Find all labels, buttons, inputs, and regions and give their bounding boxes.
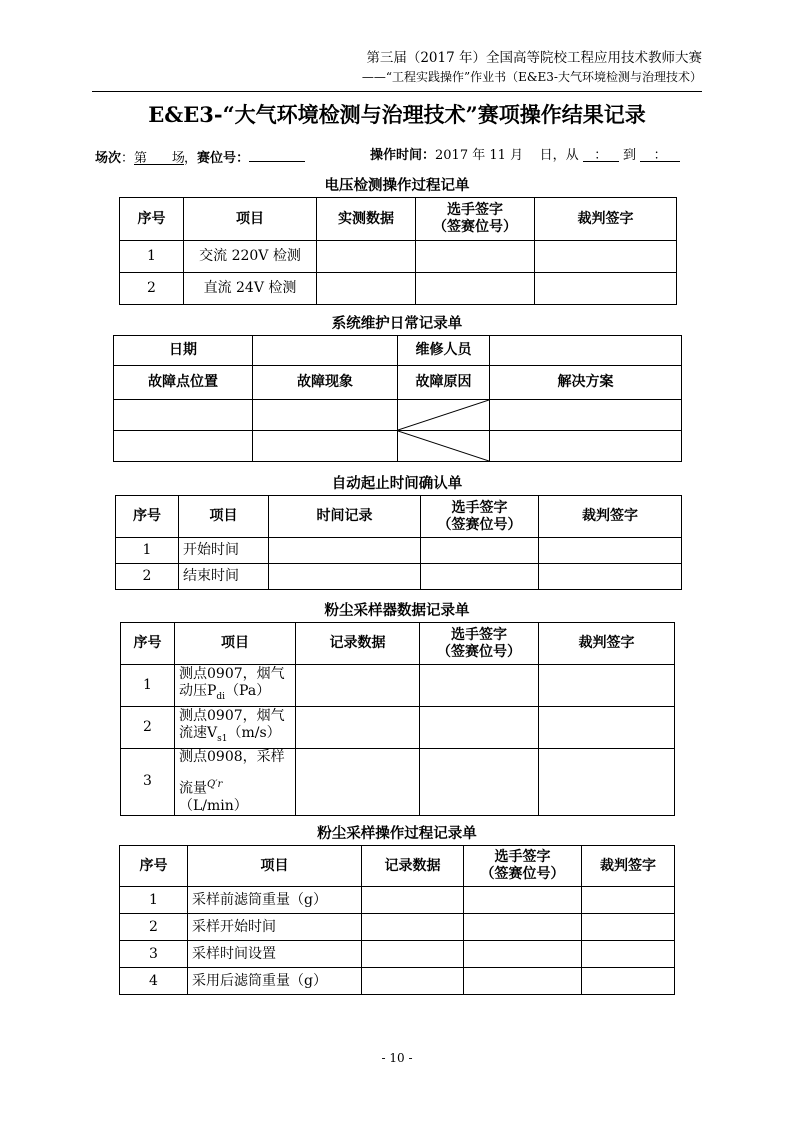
table-row: 2 直流 24V 检测	[120, 273, 677, 305]
col-item: 项目	[175, 623, 296, 665]
session-info: 场次：第 场，赛位号：	[95, 147, 305, 167]
session-label: 场次	[95, 151, 122, 166]
col-measured: 实测数据	[317, 198, 416, 241]
input-cell[interactable]	[464, 914, 582, 941]
date-input[interactable]	[253, 336, 398, 366]
table-row	[114, 431, 682, 462]
input-cell[interactable]	[539, 665, 675, 707]
col-time-record: 时间记录	[269, 496, 421, 538]
input-cell[interactable]	[582, 887, 675, 914]
input-cell[interactable]	[317, 241, 416, 273]
table-row: 1 交流 220V 检测	[120, 241, 677, 273]
input-cell[interactable]	[539, 707, 675, 749]
col-no: 序号	[120, 198, 184, 241]
maintenance-table-caption: 系统维护日常记录单	[331, 315, 463, 332]
table-row: 2 结束时间	[116, 564, 682, 590]
auto-time-table	[115, 495, 682, 590]
input-cell[interactable]	[362, 968, 464, 995]
item-cell: 测点0908，采样 流量$^{Q'r}$（L/min）	[175, 749, 296, 816]
input-cell[interactable]	[269, 538, 421, 564]
date-label: 日期	[114, 336, 253, 366]
table-row	[114, 400, 682, 431]
input-cell[interactable]	[420, 707, 539, 749]
person-input[interactable]	[490, 336, 682, 366]
col-item: 项目	[184, 198, 317, 241]
col-contestant-sign: 选手签字 （签赛位号）	[464, 846, 582, 887]
input-cell[interactable]	[296, 749, 420, 816]
input-cell[interactable]	[421, 538, 539, 564]
input-cell[interactable]	[420, 749, 539, 816]
col-judge-sign: 裁判签字	[539, 623, 675, 665]
col-fault-cause: 故障原因	[398, 366, 490, 400]
header-line-2: ——“工程实践操作”作业书（E&E3-大气环境检测与治理技术）	[361, 70, 702, 84]
input-cell[interactable]	[535, 273, 677, 305]
input-cell[interactable]	[362, 887, 464, 914]
session-blank[interactable]: 第 场	[134, 151, 185, 166]
input-cell[interactable]	[535, 241, 677, 273]
col-solution: 解决方案	[490, 366, 682, 400]
input-cell[interactable]	[539, 538, 682, 564]
input-cell[interactable]	[464, 887, 582, 914]
header-line-1: 第三届（2017 年）全国高等院校工程应用技术教师大赛	[366, 50, 702, 66]
input-cell[interactable]	[490, 431, 682, 462]
input-cell[interactable]	[253, 400, 398, 431]
input-cell[interactable]	[416, 273, 535, 305]
seat-label: 赛位号	[197, 151, 237, 166]
table-row: 1 测点0907，烟气 动压$P_{di}(Pa)$	[121, 665, 675, 707]
input-cell[interactable]	[421, 564, 539, 590]
col-judge-sign: 裁判签字	[582, 846, 675, 887]
input-cell[interactable]	[114, 431, 253, 462]
col-record-data: 记录数据	[296, 623, 420, 665]
col-contestant-sign: 选手签字 （签赛位号）	[420, 623, 539, 665]
table-row: 1 采样前滤筒重量（g）	[120, 887, 675, 914]
col-no: 序号	[116, 496, 179, 538]
sampler-table-caption: 粉尘采样器数据记录单	[324, 602, 470, 619]
page-number: - 10 -	[381, 1051, 413, 1065]
start-time-blank[interactable]: ：	[583, 147, 619, 162]
col-fault-location: 故障点位置	[114, 366, 253, 400]
sampler-table	[120, 622, 675, 816]
col-judge-sign: 裁判签字	[539, 496, 682, 538]
sampling-process-table	[119, 845, 675, 995]
person-label: 维修人员	[398, 336, 490, 366]
input-cell[interactable]	[582, 941, 675, 968]
header-rule	[92, 91, 702, 92]
input-cell[interactable]	[539, 749, 675, 816]
table-row: 3 测点0908，采样 流量$^{Q'r}$（L/min）	[121, 749, 675, 816]
item-cell: 测点0907，烟气 动压$P_{di}(Pa)$	[175, 665, 296, 707]
page-title: E&E3-“大气环境检测与治理技术”赛项操作结果记录	[148, 102, 646, 127]
end-time-blank[interactable]: ：	[640, 147, 680, 162]
input-cell[interactable]	[296, 707, 420, 749]
voltage-table-caption: 电压检测操作过程记单	[324, 177, 470, 194]
input-cell[interactable]	[296, 665, 420, 707]
table-row: 2 测点0907，烟气 流速$V_{s1}(m/s)$	[121, 707, 675, 749]
time-label: 操作时间：	[370, 148, 436, 163]
input-cell[interactable]	[253, 431, 398, 462]
col-item: 项目	[188, 846, 362, 887]
input-cell[interactable]	[490, 400, 682, 431]
input-cell[interactable]	[464, 968, 582, 995]
input-cell[interactable]	[582, 968, 675, 995]
diagonal-cell	[398, 431, 490, 462]
input-cell[interactable]	[317, 273, 416, 305]
table-row: 1 开始时间	[116, 538, 682, 564]
item-cell: 测点0907，烟气 流速$V_{s1}(m/s)$	[175, 707, 296, 749]
diagonal-cell	[398, 400, 490, 431]
voltage-table	[119, 197, 677, 305]
sampling-process-table-caption: 粉尘采样操作过程记录单	[317, 825, 477, 842]
table-row: 4 采用后滤筒重量（g）	[120, 968, 675, 995]
col-contestant-sign: 选手签字 （签赛位号）	[421, 496, 539, 538]
input-cell[interactable]	[582, 914, 675, 941]
auto-time-table-caption: 自动起止时间确认单	[331, 475, 463, 492]
col-judge-sign: 裁判签字	[535, 198, 677, 241]
col-fault-symptom: 故障现象	[253, 366, 398, 400]
input-cell[interactable]	[539, 564, 682, 590]
input-cell[interactable]	[416, 241, 535, 273]
time-info: 操作时间：2017 年 11 月 日，从 ： 到 ：	[370, 147, 680, 164]
maintenance-table	[113, 335, 682, 462]
flow-symbol: Q′r	[207, 779, 223, 790]
input-cell[interactable]	[269, 564, 421, 590]
col-no: 序号	[121, 623, 175, 665]
col-contestant-sign: 选手签字 （签赛位号）	[416, 198, 535, 241]
seat-blank[interactable]	[249, 147, 305, 162]
col-no: 序号	[120, 846, 188, 887]
input-cell[interactable]	[464, 941, 582, 968]
table-row: 2 采样开始时间	[120, 914, 675, 941]
col-item: 项目	[179, 496, 269, 538]
input-cell[interactable]	[114, 400, 253, 431]
col-record-data: 记录数据	[362, 846, 464, 887]
input-cell[interactable]	[362, 914, 464, 941]
input-cell[interactable]	[420, 665, 539, 707]
table-row: 3 采样时间设置	[120, 941, 675, 968]
input-cell[interactable]	[362, 941, 464, 968]
